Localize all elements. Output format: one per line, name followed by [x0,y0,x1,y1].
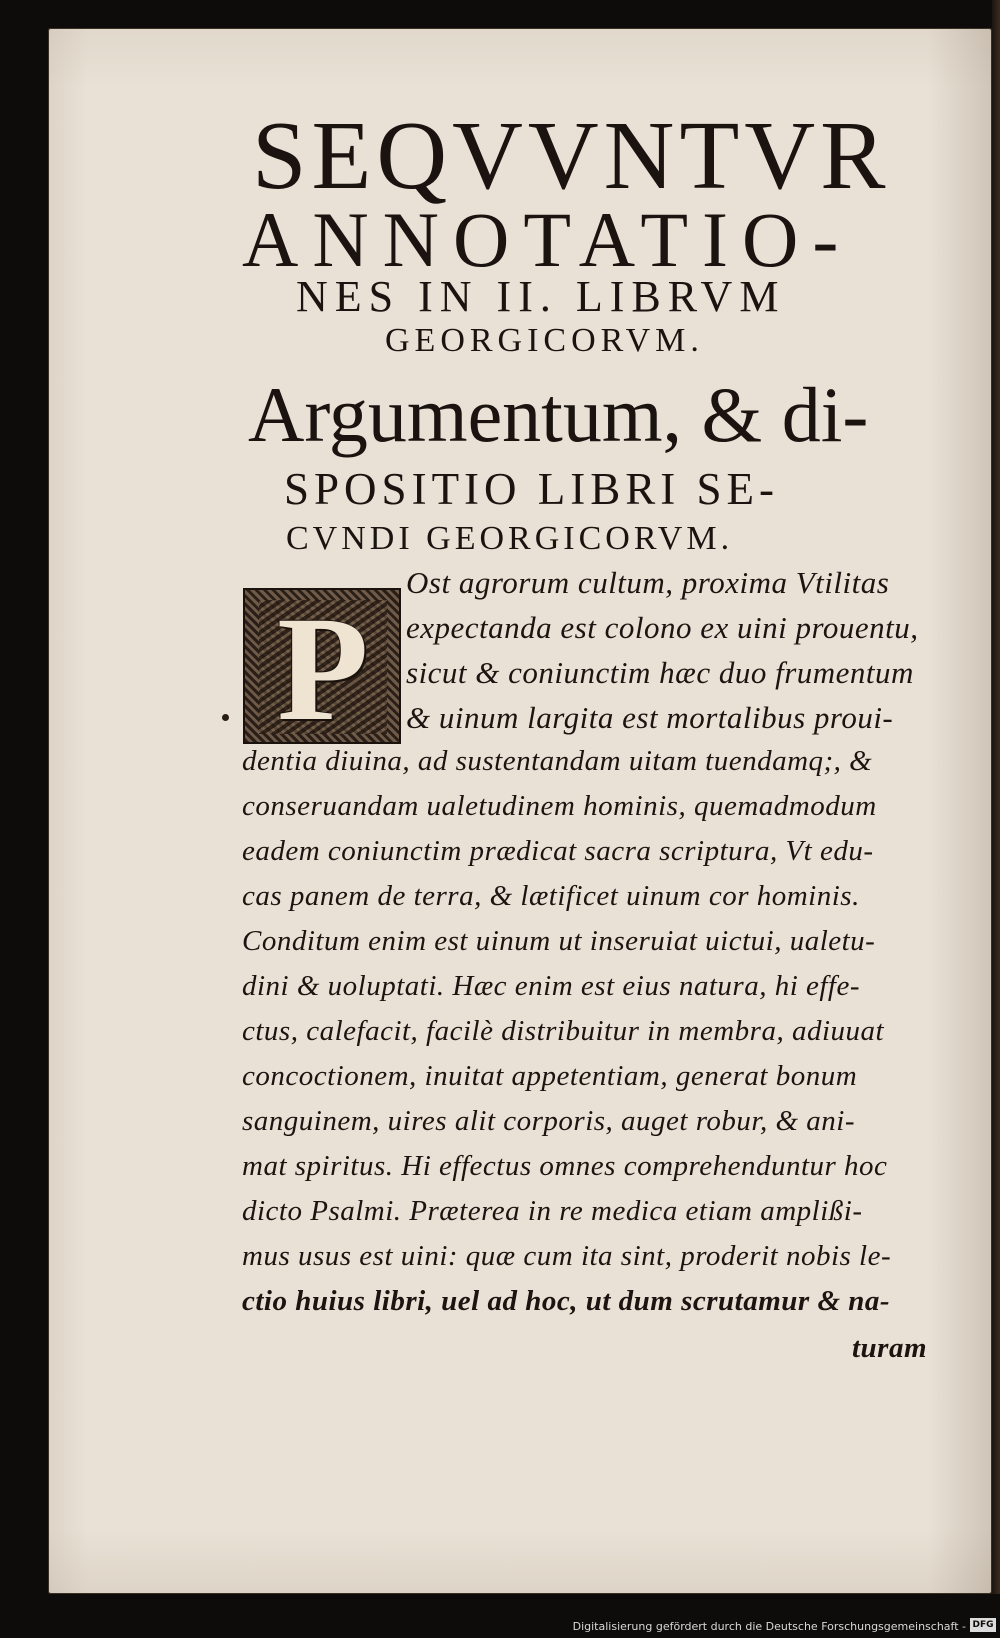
body-line: Ost agrorum cultum, proxima Vtilitas [406,565,890,600]
margin-dot-mark [222,714,229,721]
body-line: dentia diuina, ad sustentandam uitam tuendamq;, & [242,745,873,777]
body-line: mus usus est uini: quæ cum ita sint, proderit nobis le- [242,1240,892,1272]
heading-line-3: NES IN II. LIBRVM [296,272,786,321]
body-line: sanguinem, uires alit corporis, auget robur, & ani- [242,1105,856,1137]
book-spine-edge [992,0,1000,1594]
argument-title-line-1: Argumentum, & di- [248,371,869,458]
body-line: dini & uoluptati. Hæc enim est eius natura, hi effe- [242,970,861,1002]
heading-line-4: GEORGICORVM. [385,322,704,359]
body-line: mat spiritus. Hi effectus omnes comprehenduntur hoc [242,1150,888,1182]
heading-line-2: ANNOTATIO- [242,196,853,283]
body-line: cas panem de terra, & lætificet uinum cor hominis. [242,880,860,912]
heading-line-1: SEQVVNTVR [252,102,891,210]
body-line: eadem coniunctim prædicat sacra scriptura, Vt edu- [242,835,874,867]
dfg-logo: DFG [970,1618,996,1632]
body-line: sicut & coniunctim hæc duo frumentum [406,655,914,690]
argument-title-line-2: SPOSITIO LIBRI SE- [284,464,780,514]
body-line: concoctionem, inuitat appetentiam, generat bonum [242,1060,858,1092]
digitization-credit: Digitalisierung gefördert durch die Deutsche Forschungsgemeinschaft - [572,1620,966,1633]
body-line: Conditum enim est uinum ut inseruiat uictui, ualetu- [242,925,876,957]
body-line: dicto Psalmi. Præterea in re medica etiam amplißi- [242,1195,863,1227]
argument-title-line-3: CVNDI GEORGICORVM. [286,520,734,557]
ornamental-drop-cap [243,588,401,744]
body-line: & uinum largita est mortalibus proui- [406,700,894,735]
body-line: expectanda est colono ex uini prouentu, [406,610,919,645]
catchword: turam [852,1332,928,1364]
body-line: ctus, calefacit, facilè distribuitur in membra, adiuuat [242,1015,885,1047]
body-line: ctio huius libri, uel ad hoc, ut dum scrutamur & na- [242,1285,891,1317]
drop-cap-letter: P [277,588,369,744]
body-line: conseruandam ualetudinem hominis, quemadmodum [242,790,877,822]
